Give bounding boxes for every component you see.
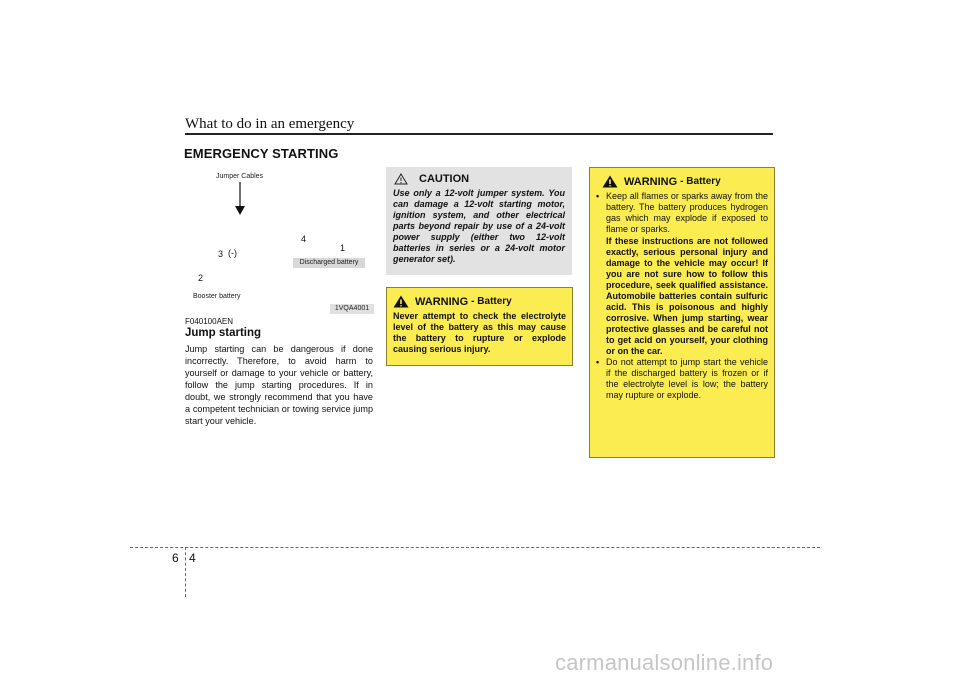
jump-starting-text: Jump starting can be dangerous if done incorrectly. Therefore, to avoid harm to yourself or damage to your vehicle or battery, follow the jump starting procedures. If in doubt, we strongly recommend that you have a competent technician or towing service jump start your vehicle. — [185, 344, 373, 426]
section-title: What to do in an emergency — [185, 116, 355, 132]
warning-subtitle: - Battery — [471, 296, 512, 307]
warning-list-item — [596, 357, 768, 401]
header-rule — [185, 133, 773, 135]
warning-title: WARNING — [415, 295, 469, 308]
label-2: 2 — [198, 273, 204, 283]
caution-text: Use only a 12-volt jumper system. You can damage a 12-volt starting motor, ignition system, and other electrical parts beyond repair by use of a 24-volt power supply (either two 12-volt batteries in series or a 24-volt motor generator set). — [393, 188, 565, 264]
warning-battery-box-2 — [589, 167, 775, 458]
caution-triangle-icon — [394, 173, 408, 185]
caution-title: CAUTION — [419, 173, 470, 185]
warning-title-row — [393, 295, 566, 308]
discharged-battery-label: Discharged battery — [293, 258, 365, 268]
warning-item-text: Keep all flames or sparks away from the battery. The battery produces hydrogen gas which may explode if exposed to flame or sparks. — [606, 191, 768, 234]
warning-list-item — [596, 191, 768, 357]
warning-triangle-icon — [393, 295, 409, 308]
page-divider — [185, 547, 186, 597]
main-heading: EMERGENCY STARTING — [184, 146, 339, 161]
label-4: 4 — [301, 234, 307, 244]
warning-text: Never attempt to check the electrolyte level of the battery as this may cause the battery to rupture or explode causing serious injury. — [393, 311, 566, 354]
booster-battery-label: Booster battery — [193, 293, 241, 300]
warning-list — [596, 191, 768, 401]
warning-item-text: Do not attempt to jump start the vehicle if the discharged battery is frozen or if the electrolyte level is low; the battery may rupture or explode. — [606, 357, 768, 400]
negative-symbol: (-) — [228, 248, 237, 258]
warning-battery-box — [386, 287, 573, 366]
warning-title-2: WARNING — [624, 175, 678, 188]
jump-starting-heading: Jump starting — [185, 327, 262, 339]
bullet-icon: • — [596, 191, 600, 201]
caution-box — [386, 167, 572, 275]
footer-rule — [130, 547, 820, 548]
warning-triangle-icon — [602, 175, 618, 188]
warning-title-row-2 — [596, 175, 768, 188]
reference-code: F040100AEN — [185, 317, 234, 326]
chapter-number: 6 — [172, 551, 179, 565]
figure-code: 1VQA4001 — [330, 304, 374, 314]
warning-item-text: If these instructions are not followed exactly, serious personal injury and damage to the vehicle may occur! If you are not sure how to follow this procedure, seek qualified assistance. Automobile batteries contain sulfuric acid. This is poisonous and highly corrosive. When jump starting, wear protective glasses and be careful not to get acid on yourself, your clothing or on the car. — [606, 236, 768, 356]
jumper-cables-label: Jumper Cables — [216, 173, 264, 180]
bullet-icon: • — [596, 357, 600, 367]
warning-subtitle-2: - Battery — [680, 176, 721, 187]
label-1: 1 — [340, 243, 346, 253]
label-3: 3 — [218, 249, 224, 259]
page-number: 4 — [189, 551, 196, 565]
watermark: carmanualsonline.info — [555, 650, 774, 675]
pointer-arrow-icon — [232, 182, 248, 216]
